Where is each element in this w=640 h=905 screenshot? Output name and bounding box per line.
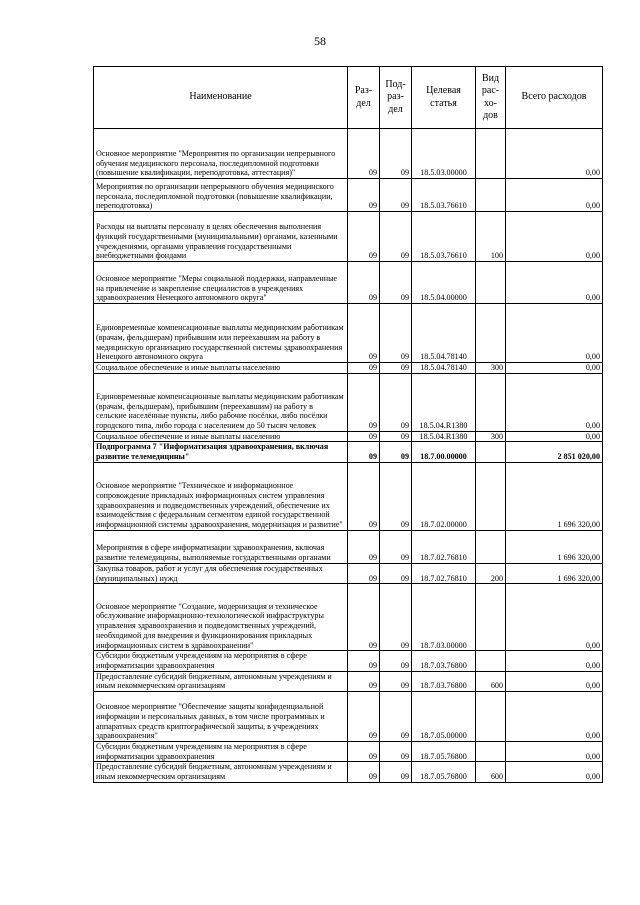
- row-expense-type: [476, 462, 506, 530]
- row-expense-type: [476, 442, 506, 462]
- row-section: 09: [348, 363, 380, 374]
- row-expense-type: [476, 262, 506, 304]
- header-subsection: Под- раз- дел: [380, 67, 412, 129]
- row-subsection: 09: [380, 563, 412, 583]
- row-target-article: 18.5.03.76610: [412, 212, 476, 262]
- row-subsection: 09: [380, 262, 412, 304]
- row-section: 09: [348, 584, 380, 651]
- row-name: Основное мероприятие "Создание, модернизация и техническое обслуживание информационно-технологической инфраструктуры управления здравоохранения и подведомственных учреждений, необходимой для внедрения и функционирования прикладных информационных систем в здравоохранении": [94, 584, 348, 651]
- row-target-article: 18.7.03.00000: [412, 584, 476, 651]
- row-target-article: 18.7.02.76810: [412, 530, 476, 563]
- row-total: 0,00: [506, 671, 603, 691]
- row-total: 0,00: [506, 363, 603, 374]
- row-subsection: 09: [380, 671, 412, 691]
- row-expense-type: [476, 742, 506, 762]
- row-total: 1 696 320,00: [506, 462, 603, 530]
- row-target-article: 18.7.03.76800: [412, 671, 476, 691]
- header-section: Раз- дел: [348, 67, 380, 129]
- table-row: [94, 431, 603, 442]
- row-subsection: 09: [380, 179, 412, 212]
- row-total: 0,00: [506, 742, 603, 762]
- row-total: 0,00: [506, 692, 603, 742]
- row-name: Подпрограмма 7 "Информатизация здравоохранения, включая развитие телемедицины": [94, 442, 348, 462]
- budget-table: [93, 66, 603, 783]
- table-row: [94, 363, 603, 374]
- row-subsection: 09: [380, 651, 412, 671]
- row-expense-type: [476, 373, 506, 431]
- row-section: 09: [348, 431, 380, 442]
- row-section: 09: [348, 671, 380, 691]
- row-expense-type: [476, 129, 506, 179]
- row-expense-type: [476, 530, 506, 563]
- table-row: [94, 304, 603, 363]
- row-section: 09: [348, 762, 380, 782]
- row-section: 09: [348, 530, 380, 563]
- row-name: Расходы на выплаты персоналу в целях обеспечения выполнения функций государственными (муниципальными) органами, казенными учреждениями, органами управления государственными внебюджетными фондами: [94, 212, 348, 262]
- row-target-article: 18.5.03.76610: [412, 179, 476, 212]
- row-total: 0,00: [506, 373, 603, 431]
- header-name: Наименование: [94, 67, 348, 129]
- row-target-article: 18.5.04.R1380: [412, 373, 476, 431]
- row-total: 0,00: [506, 262, 603, 304]
- row-expense-type: 600: [476, 762, 506, 782]
- row-name: Мероприятия в сфере информатизации здравоохранения, включая развитие телемедицины, выполняемые государственными органами: [94, 530, 348, 563]
- row-target-article: 18.7.05.76800: [412, 742, 476, 762]
- row-total: 0,00: [506, 212, 603, 262]
- header-target-article: Целевая статья: [412, 67, 476, 129]
- row-name: Основное мероприятие "Техническое и информационное сопровождение прикладных информационных систем управления здравоохранения и подведомственных учреждений, обеспечение их взаимодействия с федеральным сегментом единой государственной информационной системы здравоохранения, модернизация и развитие": [94, 462, 348, 530]
- table-row: [94, 742, 603, 762]
- row-target-article: 18.5.03.00000: [412, 129, 476, 179]
- row-name: Единовременные компенсационные выплаты медицинским работникам (врачам, фельдшерам) прибывшим или переехавшим на работу в медицинскую организацию государственной системы здравоохранения Ненецкого автономного округа: [94, 304, 348, 363]
- row-expense-type: [476, 179, 506, 212]
- row-total: 0,00: [506, 304, 603, 363]
- row-name: Мероприятия по организации непрерывного обучения медицинского персонала, последипломной подготовки (повышение квалификации, переподготовка): [94, 179, 348, 212]
- row-subsection: 09: [380, 584, 412, 651]
- row-name: Единовременные компенсационные выплаты медицинским работникам (врачам, фельдшерам), прибывшим (переехавшим) на работу в сельские населённые пункты, либо рабочие посёлки, либо посёлки городского типа, либо города с населением до 50 тысяч человек: [94, 373, 348, 431]
- header-total: Всего расходов: [506, 67, 603, 129]
- table-row: [94, 530, 603, 563]
- row-section: 09: [348, 129, 380, 179]
- header-expense-type: Вид рас- хо- дов: [476, 67, 506, 129]
- table-row: [94, 462, 603, 530]
- table-row: [94, 563, 603, 583]
- table-header-row: [94, 67, 603, 129]
- table-row: [94, 262, 603, 304]
- row-target-article: 18.5.04.00000: [412, 262, 476, 304]
- row-subsection: 09: [380, 692, 412, 742]
- row-target-article: 18.7.02.76810: [412, 563, 476, 583]
- row-name: Предоставление субсидий бюджетным, автономным учреждениям и иным некоммерческим организациям: [94, 762, 348, 782]
- row-name: Закупка товаров, работ и услуг для обеспечения государственных (муниципальных) нужд: [94, 563, 348, 583]
- row-target-article: 18.5.04.78140: [412, 363, 476, 374]
- row-total: 0,00: [506, 129, 603, 179]
- row-subsection: 09: [380, 530, 412, 563]
- row-section: 09: [348, 742, 380, 762]
- table-row: [94, 584, 603, 651]
- row-total: 2 851 020,00: [506, 442, 603, 462]
- row-target-article: 18.7.03.76800: [412, 651, 476, 671]
- table-row: [94, 179, 603, 212]
- row-expense-type: 300: [476, 431, 506, 442]
- table-row: [94, 442, 603, 462]
- row-subsection: 09: [380, 431, 412, 442]
- row-section: 09: [348, 651, 380, 671]
- row-expense-type: [476, 692, 506, 742]
- row-target-article: 18.7.05.76800: [412, 762, 476, 782]
- row-name: Субсидии бюджетным учреждениям на мероприятия в сфере информатизации здравоохранения: [94, 742, 348, 762]
- row-section: 09: [348, 442, 380, 462]
- row-target-article: 18.5.04.78140: [412, 304, 476, 363]
- row-section: 09: [348, 212, 380, 262]
- row-section: 09: [348, 692, 380, 742]
- row-total: 0,00: [506, 762, 603, 782]
- row-expense-type: 600: [476, 671, 506, 691]
- row-expense-type: 300: [476, 363, 506, 374]
- row-section: 09: [348, 304, 380, 363]
- row-expense-type: 100: [476, 212, 506, 262]
- row-section: 09: [348, 462, 380, 530]
- row-subsection: 09: [380, 129, 412, 179]
- row-name: Основное мероприятие "Обеспечение защиты конфиденциальной информации и персональных данных, в том числе программных и аппаратных средств криптографической защиты, в учреждениях здравоохранения": [94, 692, 348, 742]
- row-total: 0,00: [506, 431, 603, 442]
- row-total: 0,00: [506, 179, 603, 212]
- row-name: Социальное обеспечение и иные выплаты населению: [94, 363, 348, 374]
- row-section: 09: [348, 179, 380, 212]
- row-section: 09: [348, 373, 380, 431]
- row-name: Предоставление субсидий бюджетным, автономным учреждениям и иным некоммерческим организациям: [94, 671, 348, 691]
- row-subsection: 09: [380, 442, 412, 462]
- row-expense-type: [476, 584, 506, 651]
- row-section: 09: [348, 563, 380, 583]
- table-row: [94, 671, 603, 691]
- table-row: [94, 129, 603, 179]
- table-row: [94, 762, 603, 782]
- row-target-article: 18.7.00.00000: [412, 442, 476, 462]
- table-row: [94, 651, 603, 671]
- row-name: Основное мероприятие "Меры социальной поддержки, направленные на привлечение и закрепление специалистов в учреждениях здравоохранения Ненецкого автономного округа": [94, 262, 348, 304]
- row-target-article: 18.7.02.00000: [412, 462, 476, 530]
- row-subsection: 09: [380, 212, 412, 262]
- row-total: 0,00: [506, 584, 603, 651]
- page-number: 58: [314, 34, 326, 48]
- row-name: Основное мероприятие "Мероприятия по организации непрерывного обучения медицинского персонала, последипломной подготовки (повышение квалификации, переподготовка, аттестация)": [94, 129, 348, 179]
- table-row: [94, 692, 603, 742]
- row-total: 1 696 320,00: [506, 563, 603, 583]
- row-expense-type: [476, 651, 506, 671]
- table-row: [94, 212, 603, 262]
- row-subsection: 09: [380, 462, 412, 530]
- row-expense-type: [476, 304, 506, 363]
- row-target-article: 18.7.05.00000: [412, 692, 476, 742]
- row-subsection: 09: [380, 742, 412, 762]
- row-subsection: 09: [380, 762, 412, 782]
- row-total: 0,00: [506, 651, 603, 671]
- row-section: 09: [348, 262, 380, 304]
- table-body: [94, 129, 603, 783]
- table-row: [94, 373, 603, 431]
- row-name: Субсидии бюджетным учреждениям на мероприятия в сфере информатизации здравоохранения: [94, 651, 348, 671]
- row-expense-type: 200: [476, 563, 506, 583]
- row-subsection: 09: [380, 304, 412, 363]
- row-total: 1 696 320,00: [506, 530, 603, 563]
- row-subsection: 09: [380, 363, 412, 374]
- row-subsection: 09: [380, 373, 412, 431]
- row-name: Социальное обеспечение и иные выплаты населению: [94, 431, 348, 442]
- row-target-article: 18.5.04.R1380: [412, 431, 476, 442]
